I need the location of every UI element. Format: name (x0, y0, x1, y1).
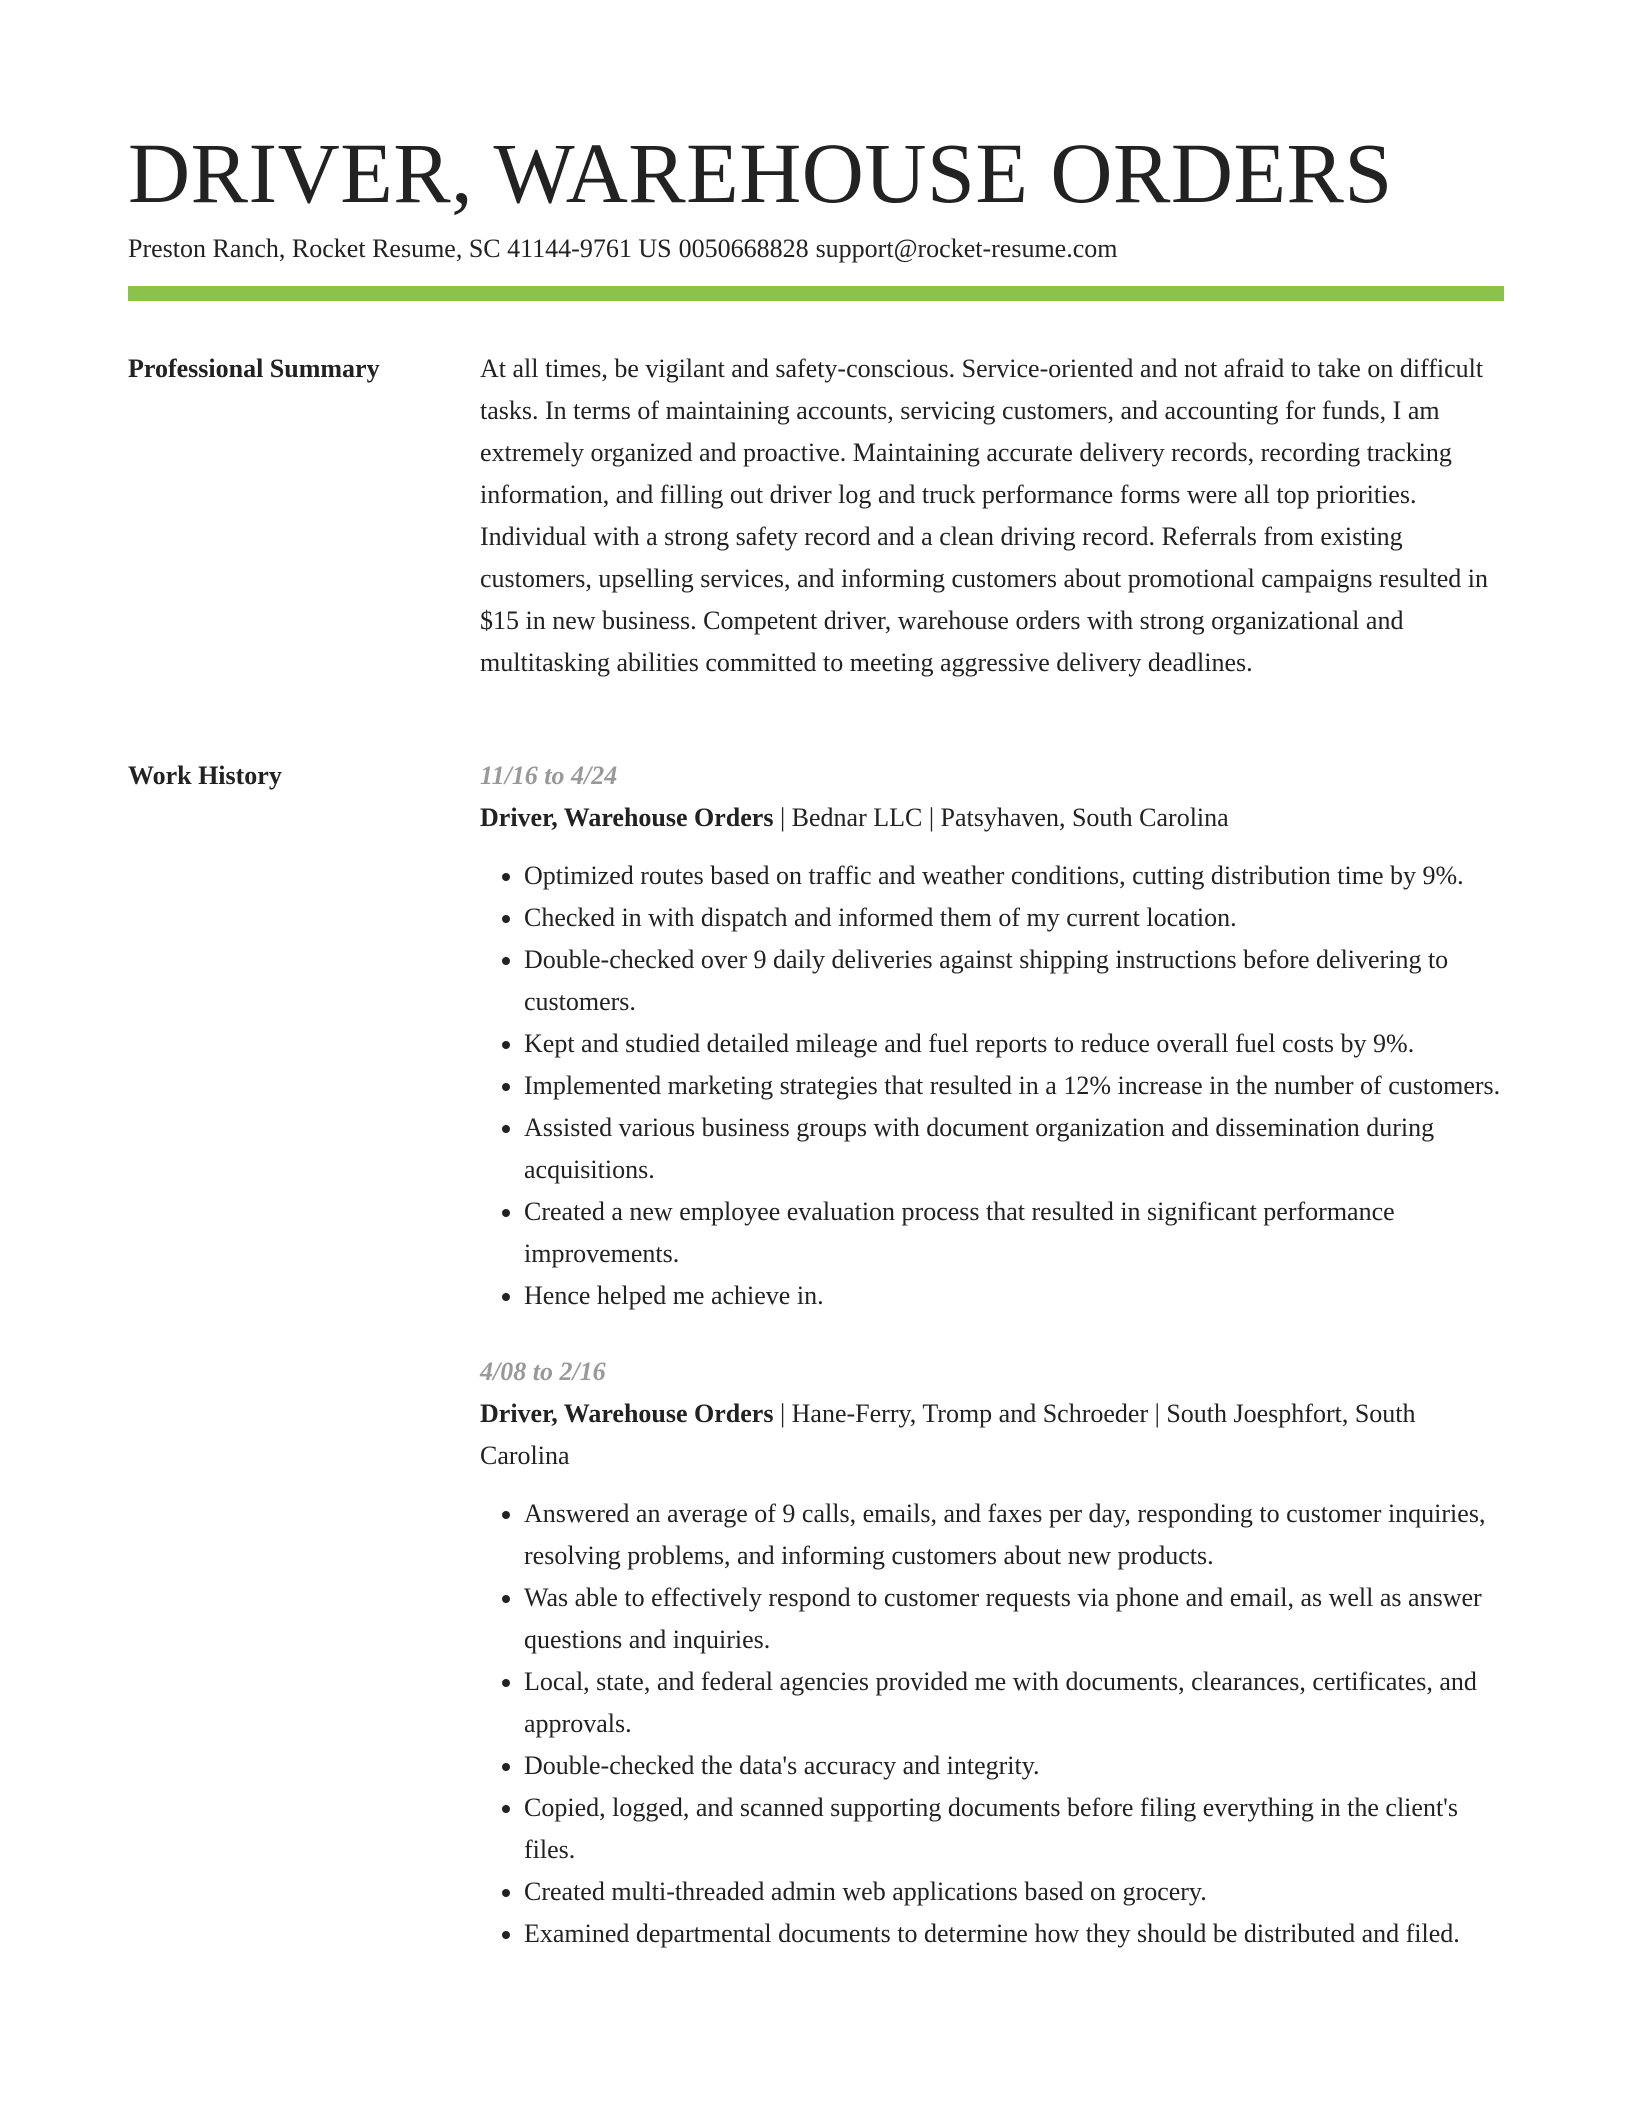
job-title: Driver, Warehouse Orders (480, 1399, 774, 1428)
job-bullet: • Was able to effectively respond to customer requests via phone and email, as well as answer questions and inquiries. (524, 1577, 1504, 1661)
job-bullets (480, 1493, 1504, 1955)
section-label-summary: Professional Summary (128, 354, 380, 383)
job-bullet: • Double-checked over 9 daily deliveries against shipping instructions before delivering to customers. (524, 939, 1504, 1023)
contact-phone: 0050668828 (678, 234, 809, 263)
job-bullet: • Created a new employee evaluation process that resulted in significant performance improvements. (524, 1191, 1504, 1275)
summary-text: At all times, be vigilant and safety-conscious. Service-oriented and not afraid to take on difficult tasks. In terms of maintaining accounts, servicing customers, and accounting for funds, I am extremely organized and proactive. Maintaining accurate delivery records, recording tracking information, and filling out driver log and truck performance forms were all top priorities. Individual with a strong safety record and a clean driving record. Referrals from existing customers, upselling services, and informing customers about promotional campaigns resulted in $15 in new business. Competent driver, warehouse orders with strong organizational and multitasking abilities committed to meeting aggressive delivery deadlines. (480, 354, 1489, 677)
job-employer-location: | Bednar LLC | Patsyhaven, South Carolina (773, 803, 1229, 832)
job-bullet: • Local, state, and federal agencies provided me with documents, clearances, certificates, and approvals. (524, 1661, 1504, 1745)
page-title: DRIVER, WAREHOUSE ORDERS (128, 125, 1393, 221)
job-title-line (480, 1393, 1504, 1477)
job-bullet: • Implemented marketing strategies that resulted in a 12% increase in the number of customers. (524, 1065, 1504, 1107)
job-bullet: • Optimized routes based on traffic and weather conditions, cutting distribution time by 9%. (524, 855, 1504, 897)
job-employer-location: | Hane-Ferry, Tromp and Schroeder | South Joesphfort, South Carolina (480, 1399, 1416, 1470)
contact-email: support@rocket-resume.com (815, 234, 1118, 263)
job-bullet: • Double-checked the data's accuracy and integrity. (524, 1745, 1504, 1787)
job-bullet: • Assisted various business groups with document organization and dissemination during acquisitions. (524, 1107, 1504, 1191)
job-bullet: • Created multi-threaded admin web applications based on grocery. (524, 1871, 1504, 1913)
job-bullet: • Copied, logged, and scanned supporting documents before filing everything in the client's files. (524, 1787, 1504, 1871)
contact-line (128, 232, 1117, 266)
job-entry (480, 755, 1504, 1317)
job-bullets (480, 855, 1504, 1317)
summary-body (480, 348, 1504, 684)
job-title: Driver, Warehouse Orders (480, 803, 774, 832)
job-bullet: • Examined departmental documents to determine how they should be distributed and filed. (524, 1913, 1504, 1955)
header-divider (128, 286, 1504, 301)
job-title-line (480, 797, 1504, 839)
work-history-body (480, 755, 1504, 1989)
section-label-work-history: Work History (128, 761, 282, 790)
job-bullet: • Checked in with dispatch and informed them of my current location. (524, 897, 1504, 939)
job-bullet: • Answered an average of 9 calls, emails, and faxes per day, responding to customer inquiries, resolving problems, and informing customers about new products. (524, 1493, 1504, 1577)
job-bullet: • Kept and studied detailed mileage and fuel reports to reduce overall fuel costs by 9%. (524, 1023, 1504, 1065)
job-bullet: • Hence helped me achieve in. (524, 1275, 1504, 1317)
contact-address: Preston Ranch, Rocket Resume, SC 41144-9761 US (128, 234, 672, 263)
job-dates: 11/16 to 4/24 (480, 761, 618, 790)
job-dates: 4/08 to 2/16 (480, 1357, 606, 1386)
job-entry (480, 1351, 1504, 1955)
